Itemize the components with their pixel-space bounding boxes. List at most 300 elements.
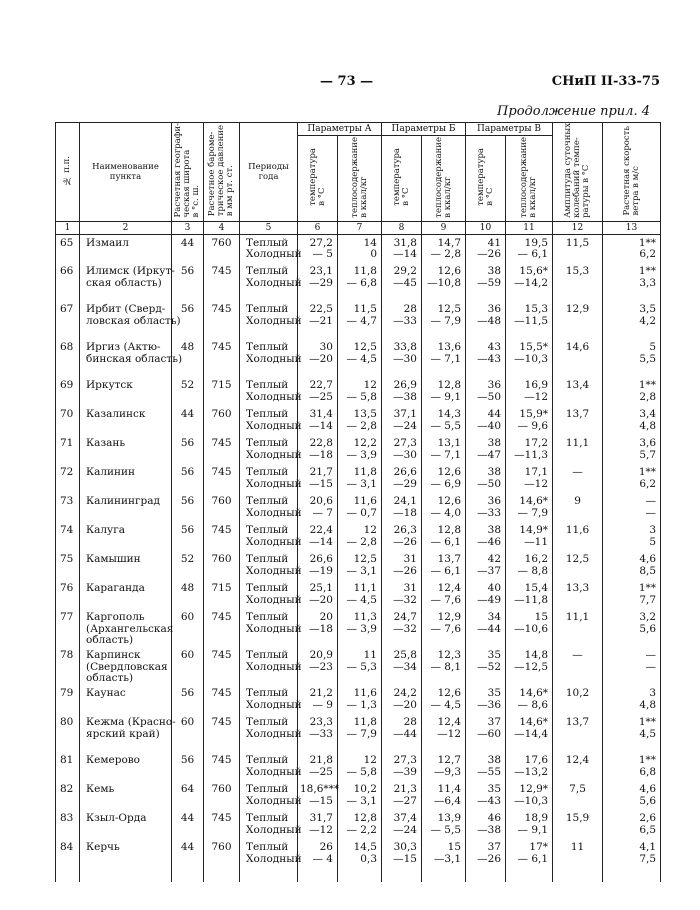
value-warm: 38 <box>487 265 502 278</box>
param-tb <box>382 339 422 377</box>
row-number: 80 <box>56 714 80 752</box>
value-cold: —9,3 <box>433 765 462 778</box>
table-row <box>56 551 661 580</box>
param-tv <box>466 647 506 685</box>
value-warm: 27,2 <box>309 236 333 249</box>
param-tb <box>382 685 422 714</box>
param-ha <box>338 263 382 301</box>
value-warm: 12 <box>363 754 377 767</box>
row-number: 81 <box>56 752 80 781</box>
pressure: 745 <box>204 714 240 752</box>
pressure: 745 <box>204 685 240 714</box>
value-cold: —15 <box>309 477 333 490</box>
value-cold: —14,4 <box>514 727 549 740</box>
periods <box>240 263 302 301</box>
wind-speed <box>603 781 661 810</box>
param-ha <box>338 493 382 522</box>
period-cold: Холодный <box>246 593 302 606</box>
value-warm: 14,7 <box>437 236 462 249</box>
value-cold: —32 <box>393 622 417 635</box>
value-cold: —43 <box>477 794 502 807</box>
header-temp-b: температура в °С <box>391 148 411 206</box>
value-cold: —20 <box>309 593 333 606</box>
wind-speed <box>603 752 661 781</box>
location-name <box>80 714 176 752</box>
row-number: 75 <box>56 551 80 580</box>
row-number: 74 <box>56 522 80 551</box>
wind-cold: 7,5 <box>639 852 657 865</box>
wind-speed <box>603 810 661 839</box>
column-number: 4 <box>204 221 240 234</box>
value-warm: 37,1 <box>393 408 417 421</box>
table-row <box>56 609 661 647</box>
location-name-line: Илимск (Иркут- <box>86 265 175 278</box>
value-warm: 29,2 <box>393 265 417 278</box>
location-name <box>80 263 175 301</box>
value-warm: 14,6* <box>519 495 549 508</box>
param-tv <box>466 406 506 435</box>
param-hb <box>422 493 466 522</box>
value-cold: — 8,6 <box>517 698 549 711</box>
amplitude: 13,3 <box>553 580 603 609</box>
value-cold: — 7,6 <box>430 622 462 635</box>
table-row <box>56 839 661 882</box>
column-number: 7 <box>338 221 382 234</box>
value-warm: 38 <box>487 754 502 767</box>
location-name <box>80 493 172 522</box>
amplitude: — <box>553 464 603 493</box>
amplitude: 12,5 <box>553 551 603 580</box>
param-tb <box>382 435 422 464</box>
period-warm: Теплый <box>246 553 289 566</box>
location-name <box>80 647 172 685</box>
value-warm: 35 <box>487 649 502 662</box>
value-warm: 27,3 <box>393 437 417 450</box>
column-number: 9 <box>422 221 466 234</box>
param-ha <box>338 810 382 839</box>
value-cold: — 9 <box>312 698 333 711</box>
period-cold: Холодный <box>246 390 302 403</box>
pressure: 745 <box>204 647 240 685</box>
periods <box>240 609 302 647</box>
location-name-line: Кемерово <box>86 754 140 767</box>
value-cold: — 2,8 <box>346 535 377 548</box>
value-warm: 11,8 <box>353 466 377 479</box>
value-warm: 13,5 <box>353 408 377 421</box>
location-name <box>80 464 172 493</box>
param-tb <box>382 609 422 647</box>
value-cold: —12 <box>437 727 462 740</box>
table-row <box>56 714 661 752</box>
value-cold: —11,5 <box>514 314 549 327</box>
latitude: 64 <box>172 781 204 810</box>
value-cold: — 7 <box>312 506 333 519</box>
wind-speed <box>603 493 661 522</box>
param-hb <box>422 406 466 435</box>
wind-cold: 8,5 <box>639 564 657 577</box>
value-warm: 26,9 <box>393 379 417 392</box>
pressure: 760 <box>204 839 240 882</box>
param-ta <box>298 752 338 781</box>
value-cold: —39 <box>393 765 417 778</box>
pressure: 715 <box>204 377 240 406</box>
pressure: 745 <box>204 464 240 493</box>
param-hv <box>506 435 553 464</box>
location-name-line: Казань <box>86 437 126 450</box>
value-warm: 22,5 <box>309 303 333 316</box>
param-hv <box>506 377 553 406</box>
value-warm: 15,9* <box>519 408 549 421</box>
value-cold: — 5,8 <box>346 390 377 403</box>
table-row <box>56 464 661 493</box>
value-warm: 25,8 <box>393 649 417 662</box>
period-cold: Холодный <box>246 698 302 711</box>
row-number: 82 <box>56 781 80 810</box>
value-cold: — 7,9 <box>517 506 549 519</box>
param-tb <box>382 752 422 781</box>
header-heat-a: теплосодержание в ккал/кг <box>349 136 369 218</box>
location-name-line: (Архангельская <box>86 622 174 635</box>
param-hv <box>506 522 553 551</box>
param-tv <box>466 301 506 339</box>
value-cold: —14,2 <box>514 276 549 289</box>
wind-cold: 4,8 <box>639 419 657 432</box>
param-ha <box>338 551 382 580</box>
param-hv <box>506 406 553 435</box>
value-cold: — 9,6 <box>517 419 549 432</box>
row-number: 71 <box>56 435 80 464</box>
value-cold: —12,5 <box>514 660 549 673</box>
period-warm: Теплый <box>246 341 289 354</box>
param-hv <box>506 551 553 580</box>
row-number: 65 <box>56 234 80 263</box>
value-warm: 15 <box>447 841 462 854</box>
latitude: 56 <box>172 685 204 714</box>
period-warm: Теплый <box>246 379 289 392</box>
value-cold: —14 <box>393 248 417 261</box>
param-ha <box>338 580 382 609</box>
location-name-line: область) <box>86 672 134 685</box>
table-row <box>56 301 661 339</box>
param-ta <box>298 839 338 882</box>
column-number: 12 <box>553 221 603 234</box>
value-warm: 12,8 <box>353 812 377 825</box>
value-warm: 21,2 <box>309 687 333 700</box>
latitude: 52 <box>172 377 204 406</box>
wind-cold: 5,6 <box>639 622 657 635</box>
value-warm: 33,8 <box>393 341 417 354</box>
param-ta <box>298 435 338 464</box>
value-warm: 36 <box>487 303 502 316</box>
param-tv <box>466 551 506 580</box>
wind-cold: 5,7 <box>639 448 657 461</box>
param-ha <box>338 435 382 464</box>
value-warm: 12,2 <box>353 437 377 450</box>
value-warm: 21,3 <box>393 783 417 796</box>
param-hb <box>422 435 466 464</box>
value-warm: 15,4 <box>524 582 549 595</box>
value-warm: 15,3 <box>524 303 549 316</box>
row-number: 68 <box>56 339 80 377</box>
table-row <box>56 781 661 810</box>
pressure: 745 <box>204 609 240 647</box>
table-row <box>56 406 661 435</box>
row-number: 84 <box>56 839 80 882</box>
header-temp-v: температура в °С <box>475 148 495 206</box>
period-cold: Холодный <box>246 794 302 807</box>
value-warm: 11,6 <box>353 495 377 508</box>
period-warm: Теплый <box>246 437 289 450</box>
value-cold: —23 <box>309 660 333 673</box>
table-row <box>56 580 661 609</box>
period-cold: Холодный <box>246 660 302 673</box>
wind-speed <box>603 234 661 263</box>
period-cold: Холодный <box>246 276 302 289</box>
amplitude: 11,6 <box>553 522 603 551</box>
value-cold: — 8,1 <box>430 660 462 673</box>
param-tv <box>466 339 506 377</box>
param-tb <box>382 301 422 339</box>
period-cold: Холодный <box>246 622 302 635</box>
value-warm: 14,5 <box>353 841 377 854</box>
pressure: 745 <box>204 810 240 839</box>
value-cold: —26 <box>393 564 417 577</box>
value-cold: —12 <box>524 390 549 403</box>
value-cold: —38 <box>477 823 502 836</box>
value-warm: 16,2 <box>524 553 549 566</box>
param-tv <box>466 810 506 839</box>
pressure: 760 <box>204 781 240 810</box>
periods <box>240 647 302 685</box>
value-cold: —30 <box>393 352 417 365</box>
value-cold: — 7,1 <box>430 352 462 365</box>
location-name <box>80 580 172 609</box>
value-cold: —33 <box>309 727 333 740</box>
param-hv <box>506 839 553 882</box>
period-warm: Теплый <box>246 841 289 854</box>
param-hb <box>422 647 466 685</box>
wind-speed <box>603 647 661 685</box>
value-cold: —12 <box>524 477 549 490</box>
param-ta <box>298 580 338 609</box>
location-name-line: Казалинск <box>86 408 146 421</box>
latitude: 56 <box>172 464 204 493</box>
wind-speed <box>603 580 661 609</box>
wind-speed <box>603 685 661 714</box>
column-number: 11 <box>506 221 553 234</box>
amplitude: 15,9 <box>553 810 603 839</box>
value-cold: — 4,5 <box>430 698 462 711</box>
value-cold: — 3,1 <box>346 477 377 490</box>
latitude: 56 <box>172 263 204 301</box>
value-warm: 12,5 <box>353 341 377 354</box>
value-warm: 20 <box>319 611 333 624</box>
param-hb <box>422 752 466 781</box>
amplitude: 11,1 <box>553 609 603 647</box>
amplitude: 11,1 <box>553 435 603 464</box>
value-cold: —21 <box>309 314 333 327</box>
value-cold: —60 <box>477 727 502 740</box>
value-cold: —24 <box>393 823 417 836</box>
wind-warm: 3 <box>649 524 657 537</box>
value-cold: — 3,9 <box>346 622 377 635</box>
value-warm: 14,6* <box>519 716 549 729</box>
wind-speed <box>603 301 661 339</box>
table-row <box>56 234 661 263</box>
value-warm: 14,3 <box>437 408 462 421</box>
wind-warm: 1** <box>638 265 657 278</box>
value-warm: 23,1 <box>309 265 333 278</box>
location-name <box>80 810 172 839</box>
location-name <box>80 522 172 551</box>
location-name-line: Карпинск <box>86 649 141 662</box>
value-warm: 12,4 <box>437 582 462 595</box>
value-cold: — 6,8 <box>346 276 377 289</box>
periods <box>240 301 302 339</box>
param-hv <box>506 493 553 522</box>
value-warm: 24,1 <box>393 495 417 508</box>
row-number: 70 <box>56 406 80 435</box>
wind-warm: 3,6 <box>639 437 657 450</box>
wind-cold: 5,5 <box>639 352 657 365</box>
value-warm: 15,5* <box>519 341 549 354</box>
value-warm: 18,9 <box>524 812 549 825</box>
table-row <box>56 685 661 714</box>
location-name <box>80 339 183 377</box>
period-cold: Холодный <box>246 765 302 778</box>
value-warm: 28 <box>403 716 417 729</box>
location-name-line: Ирбит (Сверд- <box>86 303 166 316</box>
period-warm: Теплый <box>246 754 289 767</box>
value-cold: —25 <box>309 390 333 403</box>
row-number: 72 <box>56 464 80 493</box>
param-hv <box>506 781 553 810</box>
param-ta <box>298 464 338 493</box>
param-hv <box>506 752 553 781</box>
pressure: 745 <box>204 339 240 377</box>
value-cold: —44 <box>393 727 417 740</box>
value-warm: 11,8 <box>353 265 377 278</box>
wind-cold: 4,2 <box>639 314 657 327</box>
param-hb <box>422 609 466 647</box>
wind-warm: — <box>645 649 657 662</box>
value-cold: —13,2 <box>514 765 549 778</box>
wind-warm: 2,6 <box>639 812 657 825</box>
wind-cold: 6,8 <box>639 765 657 778</box>
param-tv <box>466 435 506 464</box>
pressure: 745 <box>204 522 240 551</box>
value-cold: —6,4 <box>433 794 462 807</box>
value-warm: 26,3 <box>393 524 417 537</box>
value-cold: — 0,7 <box>346 506 377 519</box>
periods <box>240 839 302 882</box>
periods <box>240 685 302 714</box>
param-ha <box>338 406 382 435</box>
periods <box>240 714 302 752</box>
param-ta <box>298 810 338 839</box>
value-cold: —11,8 <box>514 593 549 606</box>
wind-speed <box>603 263 661 301</box>
location-name-line: область) <box>86 634 134 647</box>
value-cold: 0,3 <box>360 852 377 865</box>
latitude: 44 <box>172 234 204 263</box>
period-cold: Холодный <box>246 448 302 461</box>
pressure: 745 <box>204 752 240 781</box>
value-warm: 25,1 <box>309 582 333 595</box>
param-tb <box>382 810 422 839</box>
value-cold: —18 <box>393 506 417 519</box>
column-number: 8 <box>382 221 422 234</box>
value-cold: —14 <box>309 419 333 432</box>
row-number: 78 <box>56 647 80 685</box>
value-cold: —50 <box>477 390 502 403</box>
header-temp-a: температура в °С <box>307 148 327 206</box>
value-warm: 35 <box>487 783 502 796</box>
value-cold: — 7,6 <box>430 593 462 606</box>
location-name-line: Калуга <box>86 524 125 537</box>
param-tb <box>382 263 422 301</box>
param-hv <box>506 609 553 647</box>
value-warm: 12,6 <box>437 495 462 508</box>
header-wind: Расчетная скорость ветра в м/с <box>621 125 641 216</box>
latitude: 56 <box>172 493 204 522</box>
value-warm: 37 <box>487 716 502 729</box>
value-cold: —47 <box>477 448 502 461</box>
value-cold: — 6,9 <box>430 477 462 490</box>
param-hb <box>422 301 466 339</box>
standard-code: СНиП II-33-75 <box>551 74 660 89</box>
location-name-line: Каунас <box>86 687 126 700</box>
value-cold: —19 <box>309 564 333 577</box>
value-cold: —11 <box>524 535 549 548</box>
pressure: 760 <box>204 493 240 522</box>
param-tv <box>466 752 506 781</box>
value-warm: 31,7 <box>309 812 333 825</box>
param-tb <box>382 647 422 685</box>
value-warm: 28 <box>403 303 417 316</box>
amplitude: 12,9 <box>553 301 603 339</box>
value-warm: 38 <box>487 437 502 450</box>
value-warm: 44 <box>487 408 502 421</box>
value-cold: — 3,1 <box>346 564 377 577</box>
column-number: 3 <box>172 221 204 234</box>
periods <box>240 435 302 464</box>
latitude: 48 <box>172 580 204 609</box>
param-tv <box>466 234 506 263</box>
periods <box>240 551 302 580</box>
period-cold: Холодный <box>246 419 302 432</box>
period-warm: Теплый <box>246 582 289 595</box>
value-warm: 22,4 <box>309 524 333 537</box>
wind-cold: 3,3 <box>639 276 657 289</box>
param-hv <box>506 464 553 493</box>
header-period: Периоды года <box>240 123 298 222</box>
period-warm: Теплый <box>246 236 289 249</box>
param-ta <box>298 339 338 377</box>
value-cold: — 5,8 <box>346 765 377 778</box>
location-name <box>80 609 172 647</box>
param-tv <box>466 522 506 551</box>
value-cold: — 5,5 <box>430 823 462 836</box>
location-name-line: Кемь <box>86 783 115 796</box>
value-warm: 42 <box>487 553 502 566</box>
value-cold: —18 <box>309 448 333 461</box>
value-cold: —20 <box>393 698 417 711</box>
value-warm: 11,5 <box>353 303 377 316</box>
param-ta <box>298 234 338 263</box>
amplitude: 15,3 <box>553 263 603 301</box>
param-tb <box>382 580 422 609</box>
